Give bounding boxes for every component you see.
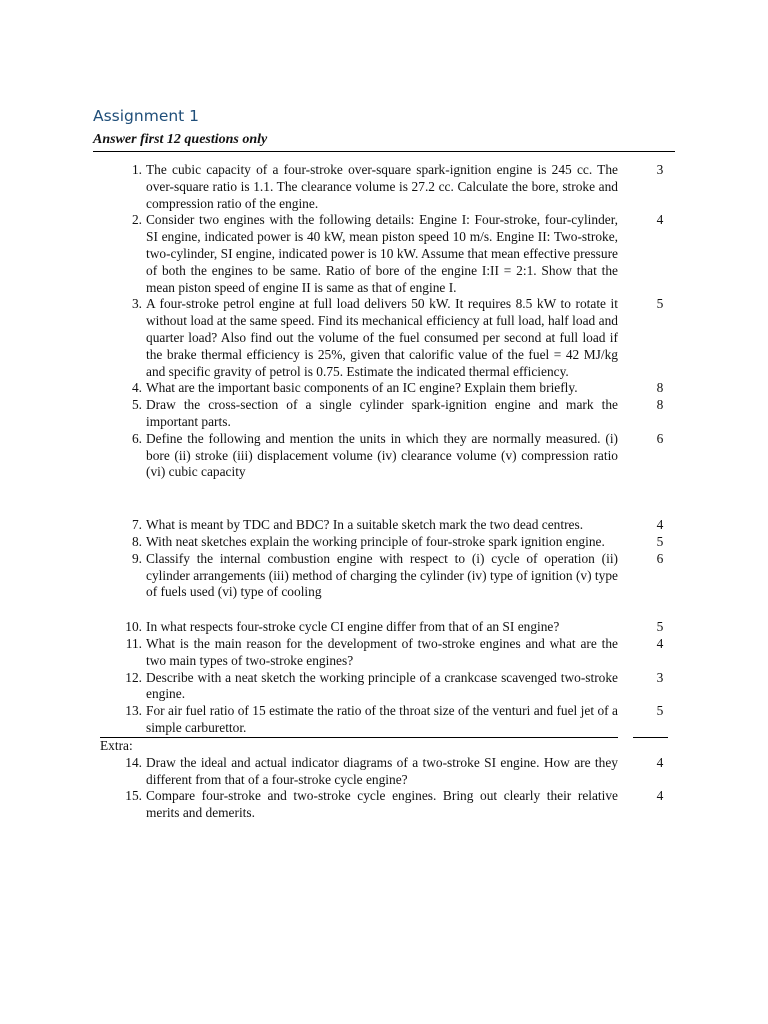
question-item	[0, 517, 768, 534]
question-marks: 4	[656, 517, 664, 533]
question-number: 5.	[131, 397, 142, 413]
question-number: 13.	[125, 703, 142, 719]
header-divider	[93, 151, 675, 152]
question-text: What are the important basic components of an IC engine? Explain them briefly.	[146, 380, 578, 396]
question-text: Compare four-stroke and two-stroke cycle engines. Bring out clearly their relative merits and demerits.	[146, 788, 618, 821]
question-marks: 4	[656, 212, 664, 228]
question-number: 10.	[125, 619, 142, 635]
question-number: 4.	[131, 380, 142, 396]
question-marks: 4	[656, 788, 664, 804]
question-text: Draw the ideal and actual indicator diagrams of a two-stroke SI engine. How are they different from that of a four-stroke cycle engine?	[146, 754, 618, 787]
question-number: 2.	[131, 212, 142, 228]
question-marks: 5	[656, 296, 664, 312]
question-marks: 8	[656, 380, 664, 396]
question-item	[0, 619, 768, 636]
question-item	[0, 755, 768, 789]
question-item	[0, 162, 768, 212]
question-item	[0, 670, 768, 704]
question-text: Draw the cross-section of a single cylinder spark-ignition engine and mark the important parts.	[146, 397, 618, 429]
extra-divider	[100, 737, 618, 738]
question-text: Describe with a neat sketch the working principle of a crankcase scavenged two-stroke engine.	[146, 669, 618, 702]
question-marks: 3	[656, 669, 664, 685]
question-item	[0, 636, 768, 670]
question-text: Classify the internal combustion engine with respect to (i) cycle of operation (ii) cylinder arrangements (iii) method of charging the cylinder (iv) type of ignition (v) type of fuels used (vi) type of cooling	[146, 550, 618, 600]
question-number: 15.	[125, 788, 142, 804]
spacer	[0, 481, 768, 517]
question-number: 7.	[131, 517, 142, 533]
question-item	[0, 380, 768, 397]
question-marks: 5	[656, 703, 664, 719]
question-marks: 3	[656, 162, 664, 177]
question-item	[0, 296, 768, 380]
question-number: 11.	[125, 635, 142, 651]
question-marks: 4	[656, 754, 664, 770]
question-item	[0, 788, 768, 822]
question-item	[0, 551, 768, 601]
question-marks: 6	[656, 430, 664, 446]
spacer	[0, 601, 768, 619]
question-marks: 4	[656, 635, 664, 651]
question-number: 6.	[131, 430, 142, 446]
instruction-text: Answer first 12 questions only	[93, 132, 268, 147]
assignment-title: Assignment 1	[93, 107, 200, 125]
question-number: 14.	[125, 754, 142, 770]
extra-label: Extra:	[100, 737, 133, 753]
question-number: 3.	[131, 296, 142, 312]
question-number: 12.	[125, 669, 142, 685]
question-text: Consider two engines with the following details: Engine I: Four-stroke, four-cylinder, SI engine, indicated power is 40 kW, mean piston speed 10 m/s. Engine II: Two-stroke, two-cylinder, SI engine, indicated power is 10 kW. Assume that mean effective pressure of both the engines to be same. Ratio of bore of the engine I:II = 2:1. Show that the mean piston speed of engine II is same as that of engine I.	[146, 212, 618, 295]
question-number: 9.	[131, 550, 142, 566]
question-text: With neat sketches explain the working principle of four-stroke spark ignition engine.	[146, 533, 605, 549]
question-number: 8.	[131, 533, 142, 549]
marks-divider	[633, 737, 668, 738]
question-text: In what respects four-stroke cycle CI engine differ from that of an SI engine?	[146, 619, 560, 635]
question-text: For air fuel ratio of 15 estimate the ratio of the throat size of the venturi and fuel jet of a simple carburettor.	[146, 703, 618, 735]
question-item	[0, 212, 768, 296]
question-text: What is the main reason for the development of two-stroke engines and what are the two main types of two-stroke engines?	[146, 635, 618, 668]
question-marks: 5	[656, 533, 664, 549]
question-marks: 6	[656, 550, 664, 566]
question-marks: 5	[656, 619, 664, 635]
question-text: The cubic capacity of a four-stroke over-square spark-ignition engine is 245 cc. The over-square ratio is 1.1. The clearance volume is 27.2 cc. Calculate the bore, stroke and compression ratio of the engine.	[146, 162, 618, 211]
question-text: A four-stroke petrol engine at full load delivers 50 kW. It requires 8.5 kW to rotate it without load at the same speed. Find its mechanical efficiency at full load, half load and quarter load? Also find out the volume of the fuel consumed per second at full load if the brake thermal efficiency is 25%, given that calorific value of the fuel = 42 MJ/kg and specific gravity of petrol is 0.75. Estimate the indicated thermal efficiency.	[146, 296, 618, 379]
question-item	[0, 397, 768, 431]
question-text: Define the following and mention the units in which they are normally measured. (i) bore (ii) stroke (iii) displacement volume (iv) clearance volume (v) compression ratio (vi) cubic capacity	[146, 430, 618, 480]
question-item	[0, 703, 768, 737]
question-text: What is meant by TDC and BDC? In a suitable sketch mark the two dead centres.	[146, 517, 584, 533]
question-number: 1.	[131, 162, 142, 177]
question-marks: 8	[656, 397, 664, 413]
extra-section-header	[0, 737, 768, 755]
question-list	[0, 162, 768, 822]
question-item	[0, 431, 768, 481]
question-item	[0, 534, 768, 551]
